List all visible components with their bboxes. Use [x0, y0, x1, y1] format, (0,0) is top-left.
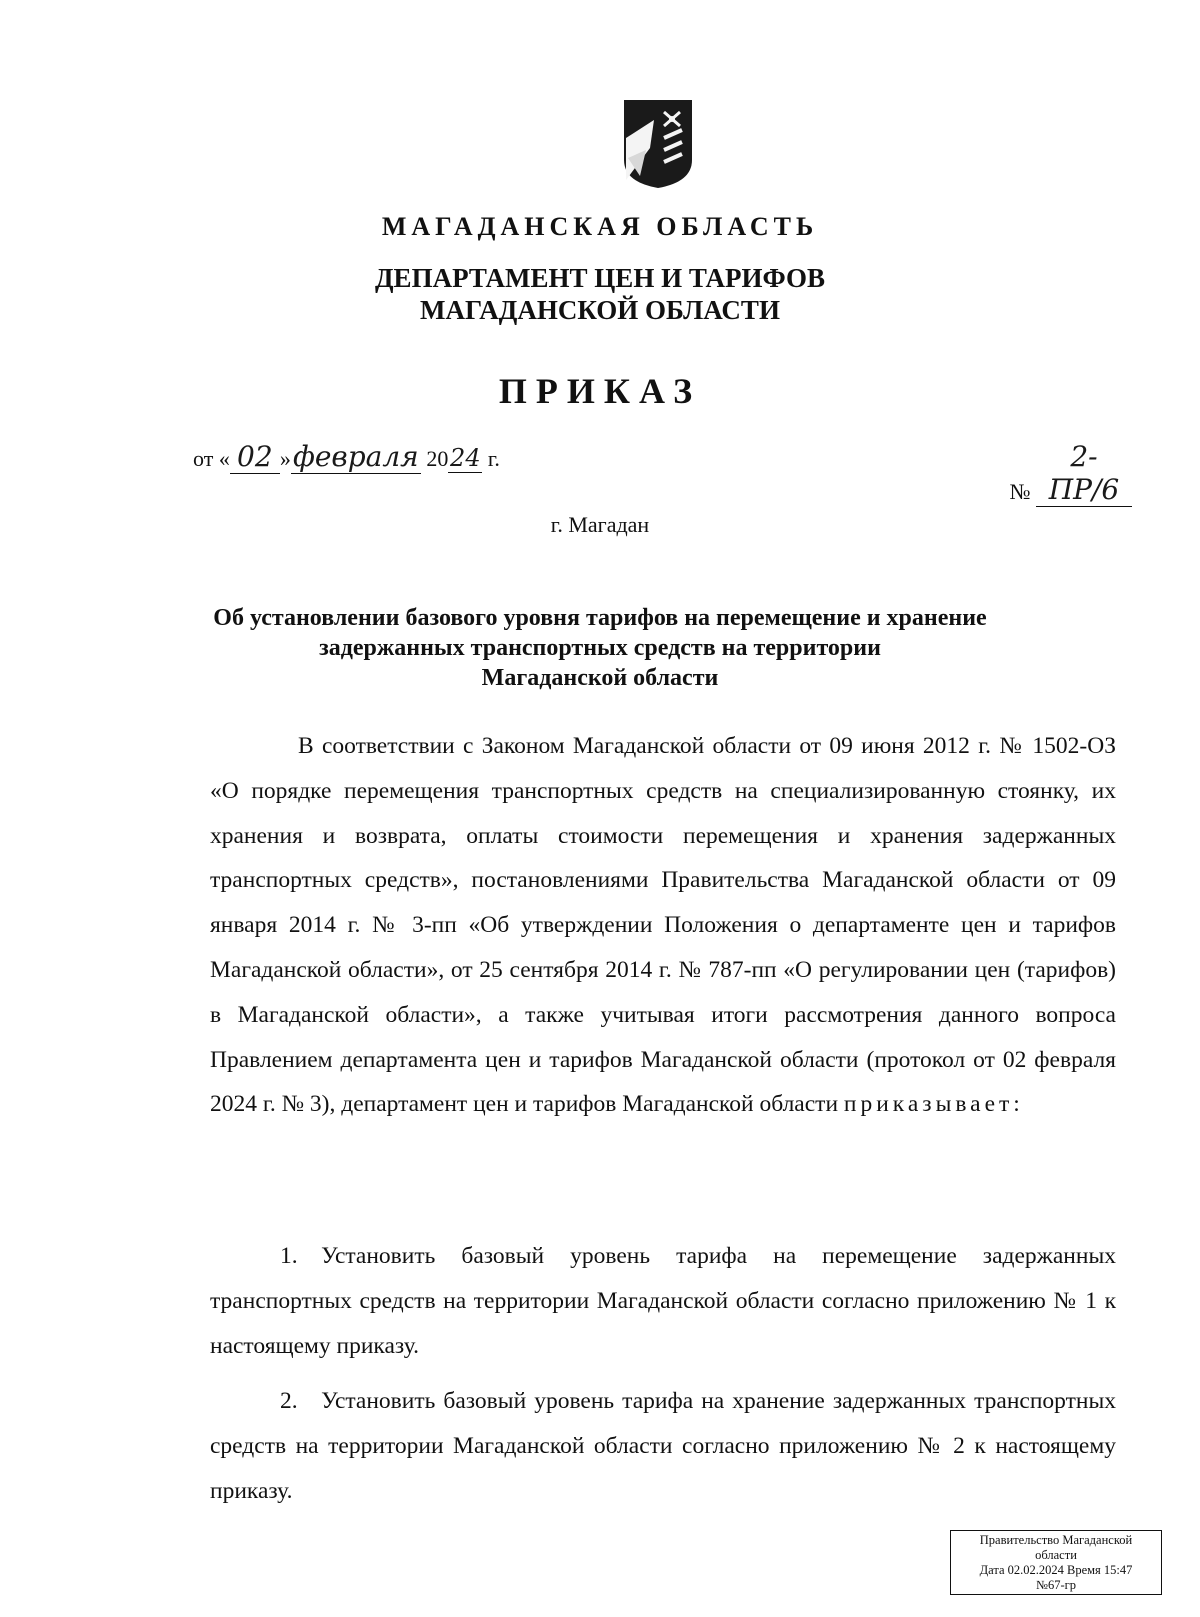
- coat-of-arms-icon: [620, 98, 696, 190]
- preamble-text: В соответствии с Законом Магаданской области от 09 июня 2012 г. № 1502-ОЗ «О порядке перемещения транспортных средств на специализированную стоянку, их хранения и возврата, оплаты стоимости перемещения и хранения задержанных транспортных средств», постановлениями Правительства Магаданской области от 09 января 2014 г. № 3-пп «Об утверждении Положения о департаменте цен и тарифов Магаданской области», от 25 сентября 2014 г. № 787-пп «О регулировании цен (тарифов) в Магаданской области», а также учитывая итоги рассмотрения данного вопроса Правлением департамента цен и тарифов Магаданской области (протокол от 02 февраля 2024 г. № 3), департамент цен и тарифов Магаданской области: [210, 733, 1116, 1118]
- title-line-3: Магаданской области: [481, 665, 719, 691]
- number-prefix: №: [1009, 479, 1031, 504]
- title-line-1: Об установлении базового уровня тарифов на перемещение и хранение: [213, 605, 987, 631]
- date-year-prefix: 20: [426, 446, 449, 471]
- document-title: [0, 603, 1200, 693]
- stamp-line-4: №67-гр: [1036, 1578, 1076, 1592]
- title-line-2: задержанных транспортных средств на территории: [319, 635, 881, 661]
- stamp-line-3: Дата 02.02.2024 Время 15:47: [979, 1563, 1133, 1577]
- preamble-paragraph: [210, 724, 1116, 1127]
- registration-stamp: [950, 1530, 1162, 1595]
- clause-2: 2. Установить базовый уровень тарифа на хранение задержанных транспортных средств на территории Магаданской области согласно приложению № 2 к настоящему приказу.: [210, 1388, 1116, 1504]
- date-day: 02: [230, 440, 280, 474]
- department-line-2: МАГАДАНСКОЙ ОБЛАСТИ: [420, 295, 780, 325]
- document-number: [1010, 440, 1133, 507]
- document-date: [193, 440, 500, 476]
- region-heading: МАГАДАНСКАЯ ОБЛАСТЬ: [381, 212, 819, 241]
- department-line-1: ДЕПАРТАМЕНТ ЦЕН И ТАРИФОВ: [374, 263, 826, 293]
- date-prefix: от «: [193, 446, 230, 471]
- date-month: февраля: [291, 440, 421, 474]
- stamp-line-2: области: [1035, 1548, 1077, 1562]
- department-heading: [0, 262, 1200, 326]
- number-value: 2-ПР/6: [1036, 440, 1132, 507]
- date-suffix: г.: [487, 446, 500, 471]
- order-word: приказывает:: [843, 1091, 1024, 1118]
- clause-1: 1. Установить базовый уровень тарифа на перемещение задержанных транспортных средств на территории Магаданской области согласно приложению № 1 к настоящему приказу.: [210, 1243, 1116, 1359]
- date-mid: »: [279, 446, 291, 471]
- document-type: ПРИКАЗ: [498, 371, 702, 411]
- stamp-line-1: Правительство Магаданской: [979, 1533, 1133, 1547]
- date-year-suffix: 24: [450, 444, 481, 472]
- city: г. Магадан: [550, 512, 650, 537]
